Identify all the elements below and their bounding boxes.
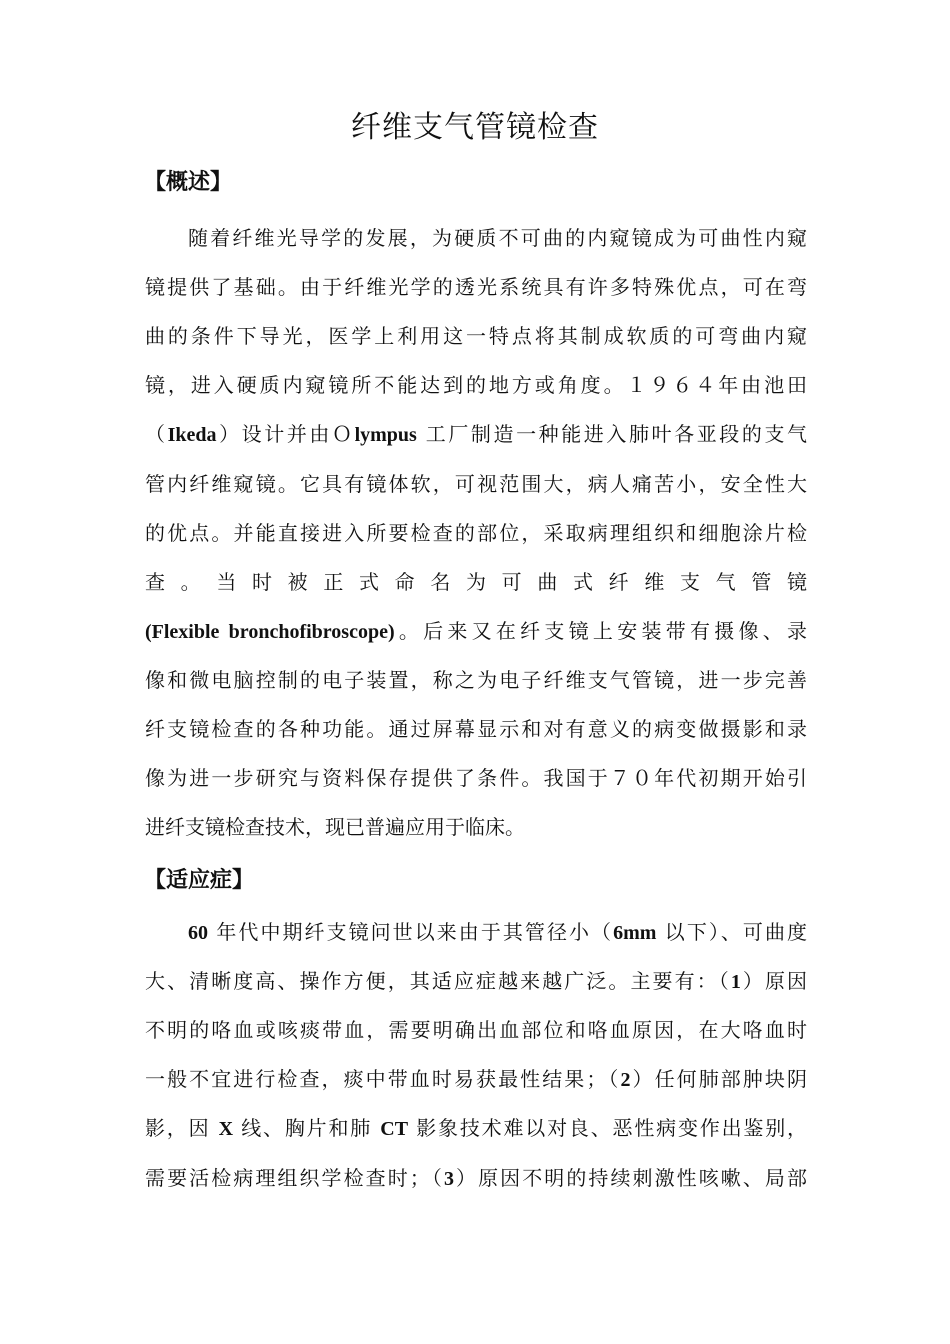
section-heading-indications: 【适应症】 [144,868,255,893]
text-line [145,322,807,350]
text-run: 影象技术难以对良、恶性病变作出鉴别， [408,1116,808,1140]
text-run: 6mm [613,922,657,944]
text-line [145,273,807,301]
text-run: (Flexible bronchofibroscope) [145,621,395,643]
text-run: 像和微电脑控制的电子装置，称之为电子纤维支气管镜，进一步完善 [145,668,807,692]
page-title: 纤维支气管镜检查 [351,110,599,145]
text-run: 60 [188,922,208,944]
text-run: 2 [620,1069,631,1091]
text-run: 曲的条件下导光，医学上利用这一特点将其制成软质的可弯曲内窥 [145,324,807,348]
text-line [188,918,807,947]
text-run: 随着纤维光导学的发展，为硬质不可曲的内窥镜成为可曲性内窥 [188,226,807,250]
text-line [145,371,807,399]
text-run: 不明的咯血或咳痰带血，需要明确出血部位和咯血原因，在大咯血时 [145,1018,807,1042]
text-run: 大、清晰度高、操作方便，其适应症越来越广泛。主要有：（ [145,969,731,993]
text-run: lympus [354,424,417,446]
text-line [145,1016,807,1044]
text-run: 的优点。并能直接进入所要检查的部位，采取病理组织和细胞涂片检 [145,521,807,545]
text-run: ）原因 [740,969,808,993]
text-run: ）原因不明的持续刺激性咳嗽、局部 [453,1166,808,1190]
text-run: Ikeda [167,424,217,446]
text-line [145,666,807,694]
section-heading-overview: 【概述】 [144,170,233,195]
text-run: 3 [443,1168,454,1190]
text-run: 一般不宜进行检查，痰中带血时易获最性结果；（ [145,1067,621,1091]
text-run: X [218,1118,234,1140]
text-run: 工厂制造一种能进入肺叶各亚段的支气 [416,422,808,446]
text-run: 像为进一步研究与资料保存提供了条件。我国于７０年代初期开始引 [145,766,807,790]
text-run: 年代中期纤支镜问世以来由于其管径小（ [208,920,614,944]
text-line [145,519,807,547]
text-line [145,1164,807,1193]
text-line [145,420,807,449]
text-line [145,470,807,498]
text-run: 管内纤维窥镜。它具有镜体软，可视范围大，病人痛苦小，安全性大 [145,472,807,496]
text-line [145,813,807,841]
text-line [145,1114,807,1143]
text-run: 以下）、可曲度 [656,920,808,944]
text-run: （ [145,422,168,446]
text-run: 。后来又在纤支镜上安装带有摄像、录 [394,619,807,643]
text-run: 线、胸片和肺 [233,1116,381,1140]
text-line [145,617,807,646]
text-run: 查 。 当 时 被 正 式 命 名 为 可 曲 式 纤 维 支 气 管 镜 [145,570,807,594]
text-line [145,568,807,596]
text-run: ）任何肺部肿块阴 [630,1067,808,1091]
text-run: 1 [730,971,741,993]
text-line [188,224,807,252]
text-run: 影，因 [145,1116,219,1140]
text-line [145,764,807,792]
text-line [145,715,807,743]
text-line [145,967,807,996]
text-line [145,1065,807,1094]
text-run: CT [380,1118,409,1140]
text-run: 镜提供了基础。由于纤维光学的透光系统具有许多特殊优点，可在弯 [145,275,807,299]
text-run: ）设计并由Ｏ [216,422,355,446]
text-run: 纤支镜检查的各种功能。通过屏幕显示和对有意义的病变做摄影和录 [145,717,807,741]
text-run: 进纤支镜检查技术，现已普遍应用于临床。 [145,815,525,839]
text-run: 需要活检病理组织学检查时；（ [145,1166,444,1190]
text-run: 镜，进入硬质内窥镜所不能达到的地方或角度。１９６４年由池田 [145,373,807,397]
